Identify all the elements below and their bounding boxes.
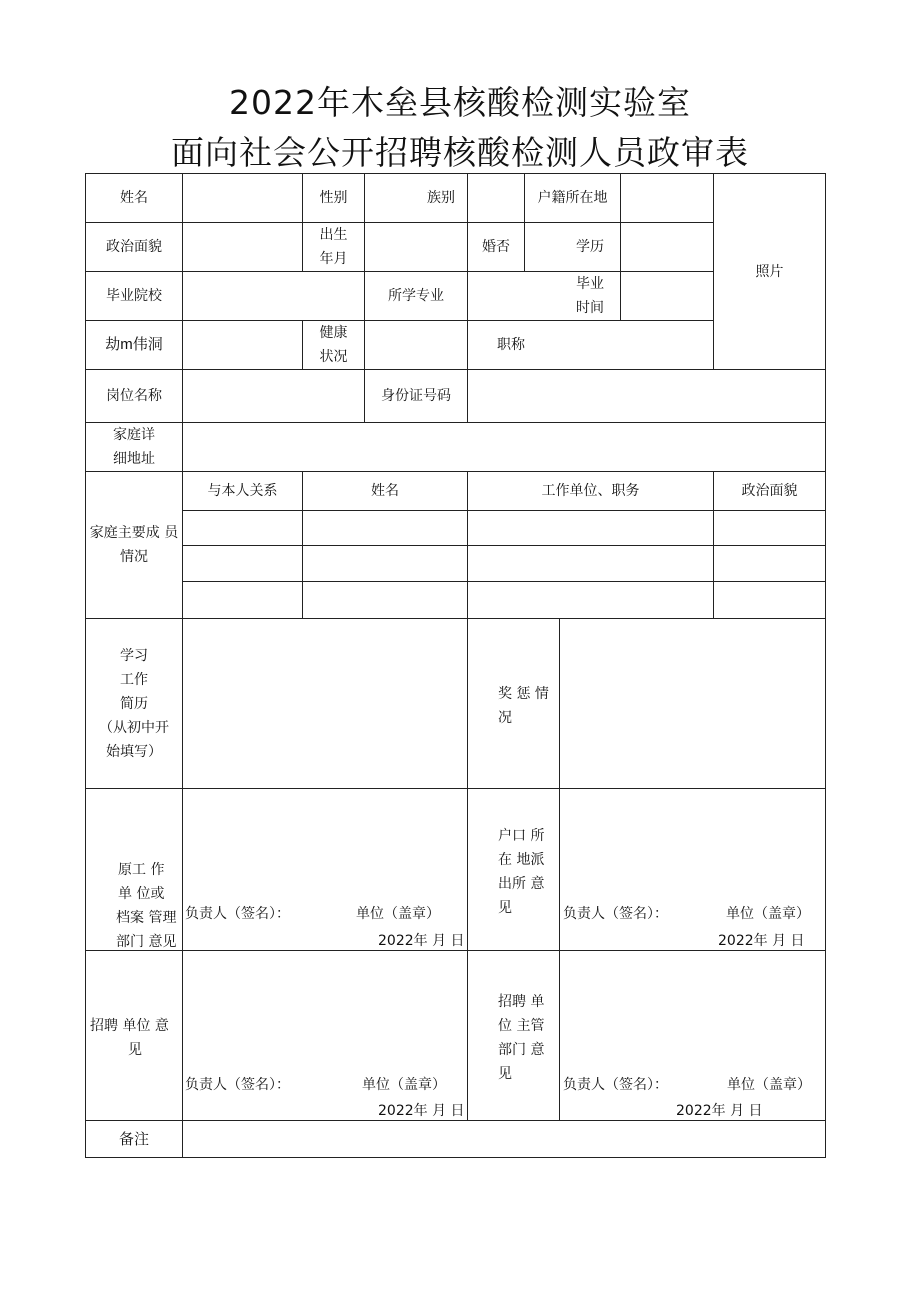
ethnicity-label: 族别 xyxy=(427,190,455,206)
rewards-label-line1: 奖 惩 情 xyxy=(498,686,549,702)
rewards-label-line2: 况 xyxy=(498,710,512,726)
birth-field[interactable] xyxy=(365,223,467,271)
political-label: 政治面貌 xyxy=(106,239,162,255)
birth-label xyxy=(303,223,364,271)
police-station-opinion-line: 在 地派 xyxy=(498,852,545,868)
graduation-label xyxy=(560,272,620,320)
supervisor-opinion-line: 招聘 单 xyxy=(498,994,545,1010)
signer-label: 负责人（签名）： xyxy=(563,906,668,922)
rule xyxy=(85,1157,826,1158)
family-label xyxy=(86,472,182,618)
health-label xyxy=(303,321,364,369)
graduation-label-line1: 毕业 xyxy=(576,276,604,292)
police-station-opinion-line: 出所 意 xyxy=(498,876,545,892)
date-label: 2022年 月 日 xyxy=(718,933,805,949)
resume-label-line: 始填写） xyxy=(106,743,162,760)
education-field[interactable] xyxy=(621,223,713,271)
family-label-line2: 情况 xyxy=(120,549,148,565)
resume-field[interactable] xyxy=(183,619,467,788)
gender-field[interactable] xyxy=(365,174,413,222)
school-field[interactable] xyxy=(183,272,364,320)
health-field[interactable] xyxy=(365,321,467,369)
birth-label-line1: 出生 xyxy=(319,227,348,243)
prev-employer-opinion-line: 档案 管理 xyxy=(116,910,177,926)
family-label-line1: 家庭主要成 员 xyxy=(89,525,179,541)
supervisor-opinion-line: 部门 意 xyxy=(498,1042,545,1058)
date-label: 2022年 月 日 xyxy=(378,933,465,949)
major-label: 所学专业 xyxy=(388,288,444,304)
garbled-label: 劫m伟洞 xyxy=(105,336,163,353)
rewards-field[interactable] xyxy=(560,619,825,788)
rule xyxy=(183,545,826,546)
police-station-opinion-line: 见 xyxy=(498,900,512,916)
id-number-label: 身份证号码 xyxy=(381,388,451,404)
seal-label: 单位（盖章） xyxy=(362,1077,446,1093)
position-field[interactable] xyxy=(183,370,364,422)
job-title-label: 职称 xyxy=(497,337,525,353)
graduation-label-line2: 时间 xyxy=(576,300,604,316)
signer-label: 负责人（签名）： xyxy=(185,1077,290,1093)
ethnicity-field[interactable] xyxy=(468,174,524,222)
school-label: 毕业院校 xyxy=(106,288,162,304)
seal-label: 单位（盖章） xyxy=(727,1077,811,1093)
remarks-field[interactable] xyxy=(183,1121,825,1157)
position-label: 岗位名称 xyxy=(106,388,162,404)
job-title-field[interactable] xyxy=(555,321,713,369)
hukou-label: 户籍所在地 xyxy=(537,190,608,206)
rule xyxy=(825,173,826,1158)
name-field[interactable] xyxy=(183,174,302,222)
prev-employer-opinion-line: 原工 作 xyxy=(118,862,165,878)
form-title-line1: 2022年木垒县核酸检测实验室 xyxy=(229,83,691,122)
birth-label-line2: 年月 xyxy=(319,251,348,267)
id-number-field[interactable] xyxy=(468,370,825,422)
gender-label: 性别 xyxy=(319,190,348,206)
form-title-line2: 面向社会公开招聘核酸检测人员政审表 xyxy=(171,133,749,172)
address-field[interactable] xyxy=(183,423,825,471)
supervisor-opinion-line: 位 主管 xyxy=(498,1018,545,1034)
hukou-field[interactable] xyxy=(621,174,713,222)
education-label: 学历 xyxy=(576,239,604,255)
resume-label xyxy=(86,619,182,788)
health-label-line2: 状况 xyxy=(319,349,348,365)
political-field[interactable] xyxy=(183,223,302,271)
seal-label: 单位（盖章） xyxy=(356,906,440,922)
address-label-line1: 家庭详 xyxy=(113,427,155,443)
photo-box[interactable]: 照片 xyxy=(755,263,784,280)
health-label-line1: 健康 xyxy=(319,325,348,341)
recruiter-opinion-line: 见 xyxy=(128,1042,142,1058)
signer-label: 负责人（签名）： xyxy=(185,906,290,922)
supervisor-opinion-line: 见 xyxy=(498,1066,512,1082)
resume-label-line: 学习 xyxy=(120,647,148,664)
family-header-employer: 工作单位、职务 xyxy=(541,483,640,499)
graduation-field[interactable] xyxy=(621,272,713,320)
date-label: 2022年 月 日 xyxy=(676,1103,763,1119)
remarks-label: 备注 xyxy=(118,1130,149,1148)
rule xyxy=(183,510,826,511)
address-label-line2: 细地址 xyxy=(113,451,155,467)
rule xyxy=(467,618,468,1120)
signer-label: 负责人（签名）： xyxy=(563,1077,668,1093)
prev-employer-opinion-line: 单 位或 xyxy=(118,886,165,902)
resume-label-line: 工作 xyxy=(120,671,148,688)
family-header-political: 政治面貌 xyxy=(741,483,798,499)
police-station-opinion-line: 户口 所 xyxy=(498,828,545,844)
prev-employer-opinion-line: 部门 意见 xyxy=(116,934,177,950)
seal-label: 单位（盖章） xyxy=(726,906,810,922)
rule xyxy=(85,788,826,789)
date-label: 2022年 月 日 xyxy=(378,1103,465,1119)
resume-label-line: 简历 xyxy=(120,695,148,712)
rule xyxy=(183,581,826,582)
resume-label-line: （从初中开 xyxy=(99,719,169,736)
address-label xyxy=(86,423,182,471)
family-header-name: 姓名 xyxy=(371,483,399,499)
marriage-label: 婚否 xyxy=(482,239,510,255)
family-header-relation: 与本人关系 xyxy=(207,483,278,499)
recruiter-opinion-line: 招聘 单位 意 xyxy=(90,1018,169,1034)
name-label: 姓名 xyxy=(120,190,148,206)
garbled-field[interactable] xyxy=(183,321,302,369)
